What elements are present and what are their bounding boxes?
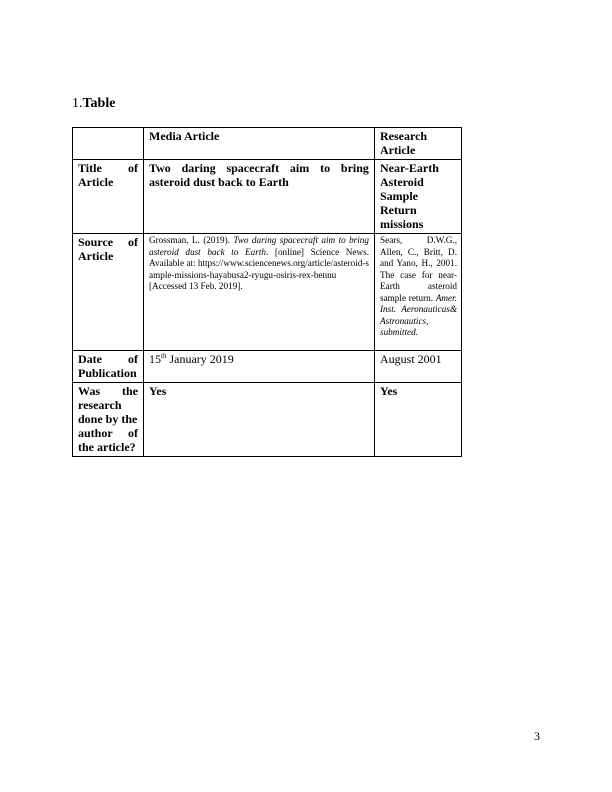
row-label-author-word1: Was xyxy=(78,384,101,398)
media-date-rest: January 2019 xyxy=(166,352,234,366)
row-label-source-rest: Article xyxy=(78,249,114,263)
media-title-word: bring xyxy=(340,161,369,175)
research-source-authors: Sears, D.W.G., Allen, C., Britt, D. and Yano, H., 2001. The case for near-Earth asteroid sample return. xyxy=(380,235,457,303)
table-row-author xyxy=(73,383,462,457)
table-row-date xyxy=(73,351,462,383)
row-label-title-word2: of xyxy=(128,161,138,175)
page-number: 3 xyxy=(534,729,540,743)
row-label-date-rest: Publication xyxy=(78,366,137,380)
row-label-author-line5: the article? xyxy=(78,440,136,454)
research-article-date: August 2001 xyxy=(375,351,462,383)
row-label-source xyxy=(73,234,144,351)
media-source-rest: . [online] Science News. Available at: xyxy=(149,246,370,268)
header-research-article: Research Article xyxy=(375,128,462,160)
media-title-line2: asteroid dust back to Earth xyxy=(149,175,289,189)
section-title: Table xyxy=(82,96,116,111)
row-label-author xyxy=(73,383,144,457)
row-label-date-word2: of xyxy=(128,352,138,366)
row-label-date-word1: Date xyxy=(78,352,102,366)
research-article-author-answer: Yes xyxy=(375,383,462,457)
media-date-suffix: th xyxy=(161,352,167,360)
media-title-word: aim xyxy=(289,161,310,175)
row-label-title xyxy=(73,160,144,234)
media-source-author: Grossman, L. (2019). xyxy=(149,235,230,245)
row-label-author-line4-word1: author xyxy=(78,426,113,440)
table-row-title xyxy=(73,160,462,234)
media-article-author-answer: Yes xyxy=(144,383,375,457)
header-media-article: Media Article xyxy=(144,128,375,160)
media-title-word: Two xyxy=(149,161,171,175)
media-source-url: https://www.sciencenews.org/article/asteroid-sample-missions-hayabusa2-ryugu-osiris-rex-bennu xyxy=(149,258,370,280)
media-title-word: to xyxy=(320,161,331,175)
media-title-word: spacecraft xyxy=(226,161,280,175)
section-heading xyxy=(72,96,115,112)
media-source-title: Two daring spacecraft aim to bring asteroid dust back to Earth xyxy=(149,235,369,257)
row-label-title-rest: Article xyxy=(78,175,114,189)
media-article-title xyxy=(144,160,375,234)
research-source-journal: Amer. Inst. Aeronauticas& Astronautics, submitted. xyxy=(380,292,457,337)
row-label-author-line4-word2: of xyxy=(128,426,138,440)
media-source-accessed: [Accessed 13 Feb. 2019]. xyxy=(149,281,243,291)
header-empty-cell xyxy=(73,128,144,160)
research-article-source xyxy=(375,234,462,351)
row-label-date xyxy=(73,351,144,383)
media-title-word: daring xyxy=(181,161,216,175)
research-article-title: Near-Earth Asteroid Sample Return missions xyxy=(375,160,462,234)
section-number: 1. xyxy=(72,96,83,111)
media-article-date xyxy=(144,351,375,383)
table-header-row xyxy=(73,128,462,160)
media-date-day: 15 xyxy=(149,352,161,366)
row-label-author-word2: the xyxy=(122,384,138,398)
row-label-source-word2: of xyxy=(128,235,138,249)
row-label-author-line3: done by the xyxy=(78,412,138,426)
table-row-source xyxy=(73,234,462,351)
row-label-title-word1: Title xyxy=(78,161,102,175)
row-label-author-line2: research xyxy=(78,398,122,412)
comparison-table xyxy=(72,127,462,457)
media-article-source xyxy=(144,234,375,351)
row-label-source-word1: Source xyxy=(78,235,114,249)
